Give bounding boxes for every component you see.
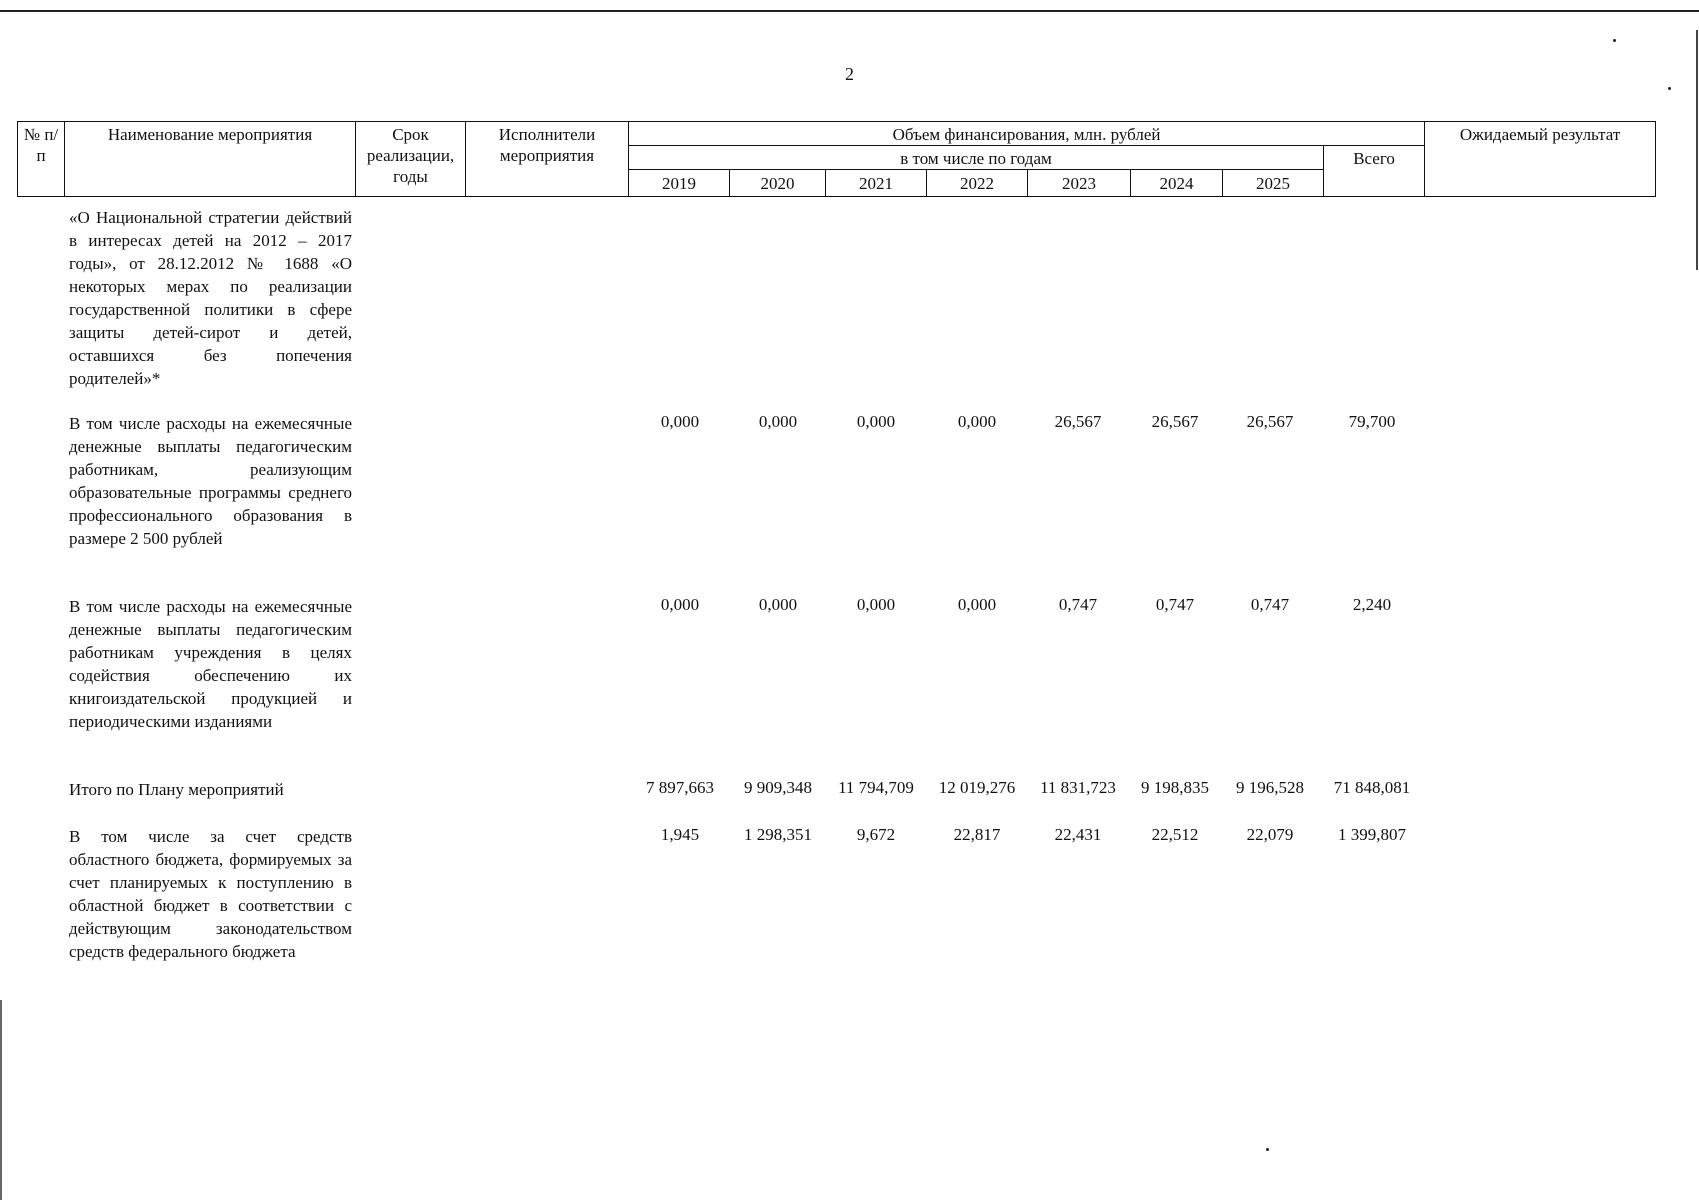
row-description: В том числе за счет средств областного бюджета, формируемых за счет планируемых к поступлению в областной бюджет в соответствии с действующим законодательством средств федерального бюджета	[69, 827, 352, 961]
header-year: 2022	[927, 170, 1028, 197]
scan-speck	[1266, 1148, 1269, 1151]
header-result: Ожидаемый результат	[1425, 122, 1656, 197]
value-2024: 26,567	[1151, 412, 1199, 431]
row-description: «О Национальной стратегии действий в интересах детей на 2012 – 2017 годы», от 28.12.2012 № 1688 «О некоторых мерах по реализации государственной политики в сфере защиты детей-сирот и детей, оставшихся без попечения родителей»*	[69, 208, 352, 388]
value-2020: 0,000	[758, 412, 798, 431]
table-row	[0, 778, 1699, 802]
value-2021: 9,672	[856, 825, 896, 844]
value-2022: 0,000	[957, 595, 997, 614]
header-by-years: в том числе по годам	[629, 146, 1324, 170]
header-year: 2025	[1223, 170, 1324, 197]
value-2023: 0,747	[1058, 595, 1098, 614]
value-2023: 26,567	[1054, 412, 1102, 431]
value-2019: 1,945	[660, 825, 700, 844]
table-row	[0, 825, 1699, 849]
value-2021: 11 794,709	[838, 778, 914, 797]
value-2025: 0,747	[1250, 595, 1290, 614]
header-total: Всего	[1324, 146, 1425, 197]
value-2019: 0,000	[660, 595, 700, 614]
value-2024: 22,512	[1151, 825, 1199, 844]
value-2023: 22,431	[1054, 825, 1102, 844]
row-description: В том числе расходы на ежемесячные денежные выплаты педагогическим работникам, реализующим образовательные программы среднего профессионального образования в размере 2 500 рублей	[69, 414, 352, 548]
row-description: Итого по Плану мероприятий	[69, 780, 284, 799]
header-num: № п/п	[18, 122, 65, 197]
value-total: 1 399,807	[1338, 825, 1406, 844]
value-2020: 9 909,348	[744, 778, 812, 797]
value-2023: 11 831,723	[1040, 778, 1116, 797]
value-2021: 0,000	[856, 595, 896, 614]
value-2024: 0,747	[1155, 595, 1195, 614]
table-row	[0, 595, 1699, 619]
value-2022: 22,817	[953, 825, 1001, 844]
table-header	[17, 121, 1656, 197]
header-term: Срок реализации, годы	[356, 122, 466, 197]
header-year: 2020	[730, 170, 826, 197]
value-2020: 0,000	[758, 595, 798, 614]
value-2025: 26,567	[1246, 412, 1294, 431]
table-row	[0, 412, 1699, 436]
header-year: 2023	[1028, 170, 1131, 197]
value-total: 2,240	[1352, 595, 1392, 614]
header-name: Наименование мероприятия	[65, 122, 356, 197]
value-2022: 12 019,276	[938, 778, 1016, 797]
value-total: 71 848,081	[1333, 778, 1411, 797]
page-number: 2	[845, 64, 854, 84]
header-executors: Исполнители мероприятия	[466, 122, 629, 197]
scan-speck	[1613, 39, 1616, 42]
row-description: В том числе расходы на ежемесячные денежные выплаты педагогическим работникам учреждения в целях содействия обеспечению их книгоиздательской продукцией и периодическими изданиями	[69, 597, 352, 731]
scan-edge-top	[0, 10, 1699, 12]
value-2019: 7 897,663	[646, 778, 714, 797]
value-2021: 0,000	[856, 412, 896, 431]
value-2025: 9 196,528	[1236, 778, 1304, 797]
value-2025: 22,079	[1246, 825, 1294, 844]
header-year: 2019	[629, 170, 730, 197]
value-total: 79,700	[1348, 412, 1396, 431]
scan-speck	[1668, 87, 1671, 90]
scan-edge-left	[0, 1000, 2, 1200]
header-year: 2021	[826, 170, 927, 197]
value-2022: 0,000	[957, 412, 997, 431]
value-2024: 9 198,835	[1141, 778, 1209, 797]
header-year: 2024	[1131, 170, 1223, 197]
value-2019: 0,000	[660, 412, 700, 431]
value-2020: 1 298,351	[744, 825, 812, 844]
header-funding: Объем финансирования, млн. рублей	[629, 122, 1425, 146]
